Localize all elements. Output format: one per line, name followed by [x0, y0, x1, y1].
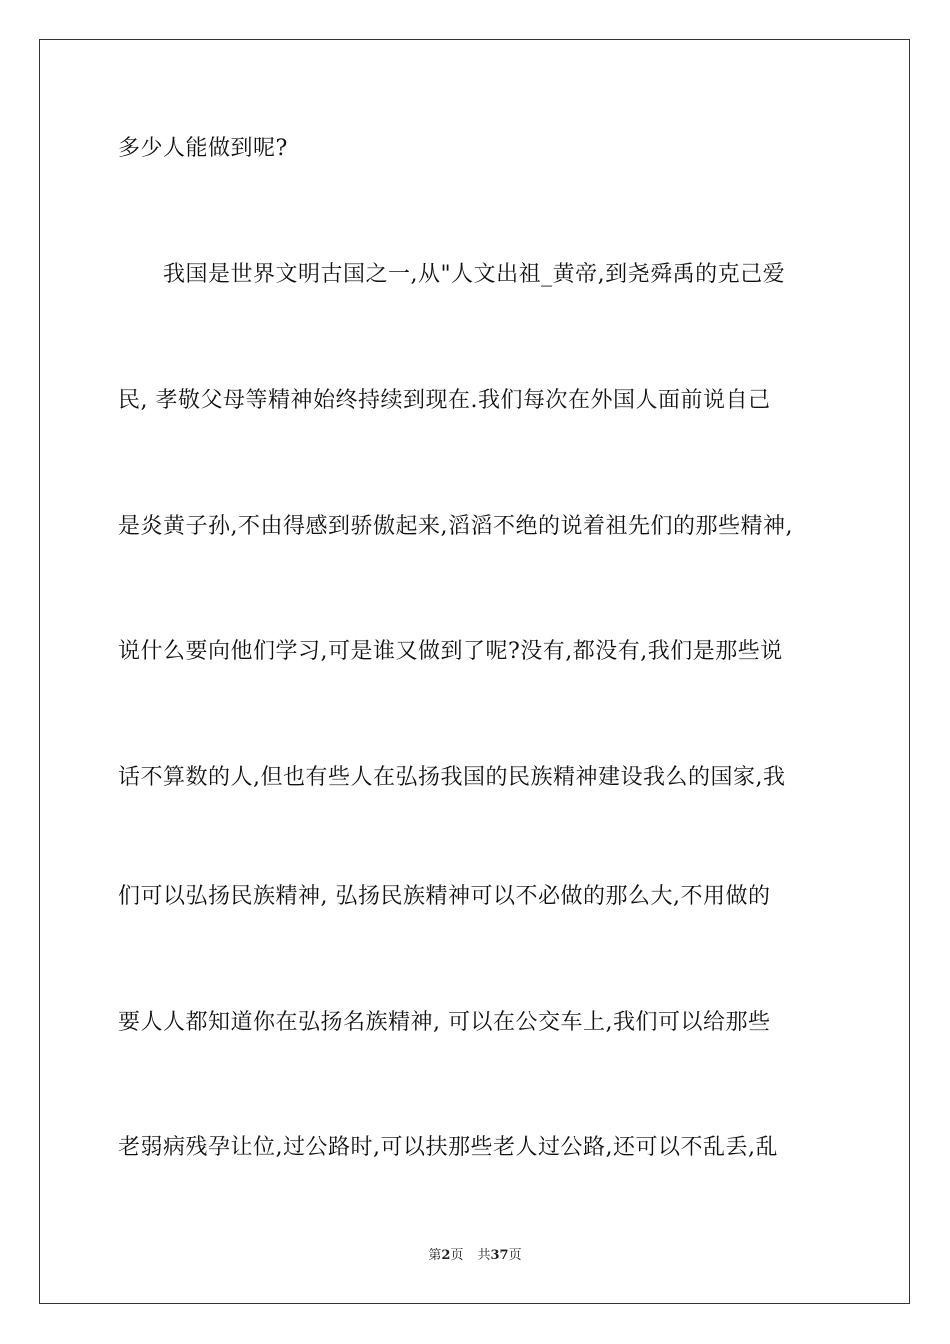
total-pages: 37 [490, 1248, 509, 1263]
page-number: 2 [441, 1248, 451, 1263]
text-line-8: 要人人都知道你在弘扬名族精神, 可以在公交车上,我们可以给那些 [118, 1010, 771, 1035]
text-line-9: 老弱病残孕让位,过公路时,可以扶那些老人过公路,还可以不乱丢,乱 [118, 1135, 778, 1160]
text-line-1: 多少人能做到呢? [118, 136, 288, 161]
total-prefix: 共 [477, 1248, 491, 1263]
total-suffix: 页 [508, 1248, 522, 1263]
text-line-5: 说什么要向他们学习,可是谁又做到了呢?没有,都没有,我们是那些说 [118, 639, 783, 664]
text-line-4: 是炎黄子孙,不由得感到骄傲起来,滔滔不绝的说着祖先们的那些精神, [118, 514, 793, 539]
text-line-2: 我国是世界文明古国之一,从"人文出祖_黄帝,到尧舜禹的克己爱 [163, 262, 786, 287]
text-line-3: 民, 孝敬父母等精神始终持续到现在.我们每次在外国人面前说自己 [118, 388, 771, 413]
page-prefix: 第 [428, 1248, 442, 1263]
page-footer [0, 1247, 950, 1265]
text-line-6: 话不算数的人,但也有些人在弘扬我国的民族精神建设我么的国家,我 [118, 765, 786, 790]
page-frame [39, 39, 910, 1304]
page-suffix: 页 [450, 1248, 464, 1263]
text-line-7: 们可以弘扬民族精神, 弘扬民族精神可以不必做的那么大,不用做的 [118, 884, 771, 909]
